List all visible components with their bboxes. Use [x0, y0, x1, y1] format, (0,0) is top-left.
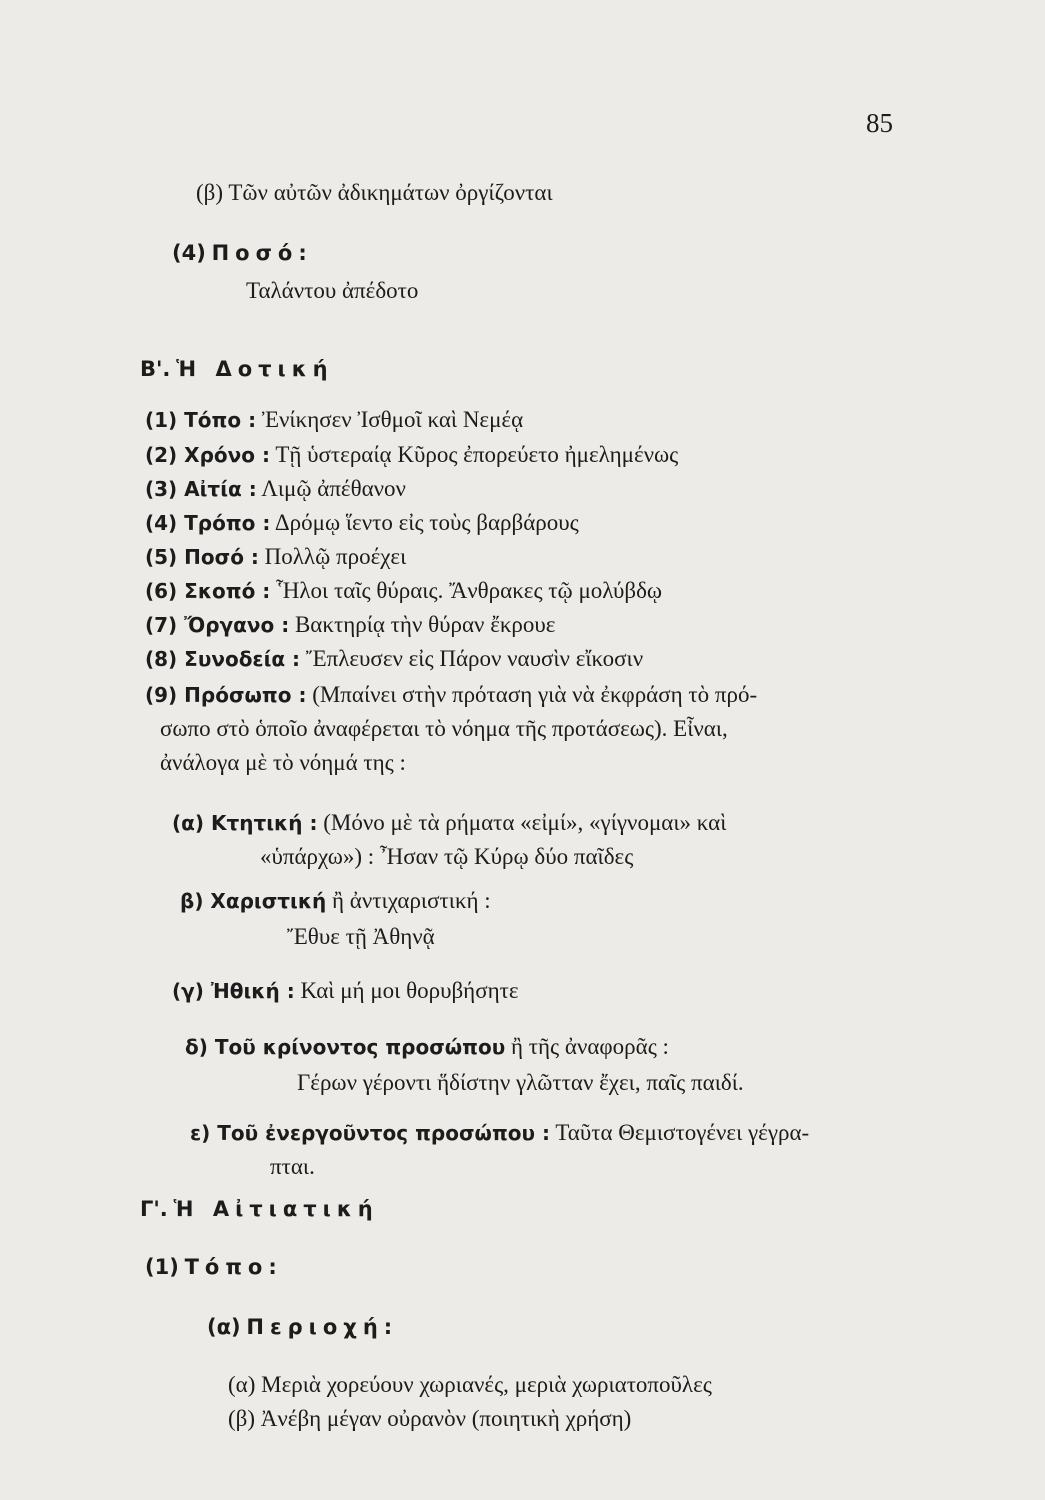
example-line: Ταλάντου ἀπέδοτο — [246, 278, 419, 303]
list-item — [145, 474, 406, 504]
item-label: (γ) Ἠθική : — [172, 979, 295, 1003]
item-label: β) Χαριστική — [180, 889, 327, 913]
text-line: ἀνάλογα μὲ τὸ νόημά της : — [160, 750, 406, 775]
text-line: Γέρων γέροντι ἥδίστην γλῶτταν ἔχει, παῖς παιδί. — [297, 1070, 744, 1095]
item-title: Τόπο: — [184, 1255, 283, 1279]
item-label: (9) Πρόσωπο : — [145, 683, 307, 707]
list-item — [145, 576, 662, 606]
item-text: ἢ τῆς ἀναφορᾶς : — [510, 1034, 669, 1059]
item-label: (7) Ὄργανο : — [145, 613, 290, 637]
item-label: δ) Τοῦ κρίνοντος προσώπου — [185, 1035, 506, 1059]
section-heading-dative — [140, 354, 334, 384]
item-label: (5) Ποσό : — [145, 545, 259, 569]
item-text: Λιμῷ ἀπέθανον — [261, 476, 406, 501]
item-text: Ἐνίκησεν Ἰσθμοῖ καὶ Νεμέᾳ — [261, 407, 524, 432]
list-item — [145, 644, 643, 674]
sub-heading — [207, 1312, 398, 1342]
sub-item — [185, 1032, 669, 1062]
item-label: (2) Χρόνο : — [145, 443, 270, 467]
list-item — [145, 440, 678, 470]
list-item — [145, 610, 555, 640]
item-text: Πολλῷ προέχει — [264, 544, 407, 569]
heading-number: (4) — [172, 241, 206, 265]
item-label: ε) Τοῦ ἐνεργοῦντος προσώπου : — [190, 1121, 550, 1145]
item-text: Καὶ μή μοι θορυβήσητε — [300, 978, 519, 1003]
item-label: (6) Σκοπό : — [145, 579, 271, 603]
item-text: (Μόνο μὲ τὰ ρήματα «εἰμί», «γίγνομαι» καὶ — [323, 810, 727, 835]
sub-heading — [145, 1252, 283, 1282]
sub-item — [180, 886, 491, 916]
item-title: Περιοχή: — [246, 1315, 399, 1339]
list-item — [145, 680, 757, 710]
section-number: Γ'. — [140, 1197, 168, 1221]
heading-text: Ποσό: — [211, 241, 313, 265]
sub-item — [172, 976, 519, 1006]
list-item — [145, 405, 523, 435]
sub-item — [172, 808, 726, 838]
item-label: (8) Συνοδεία : — [145, 647, 301, 671]
heading-poso — [172, 238, 313, 268]
item-text: Δρόμῳ ἵεντο εἰς τοὺς βαρβάρους — [274, 510, 579, 535]
item-label: (α) — [207, 1315, 241, 1339]
text-line: σωπο στὸ ὁποῖο ἀναφέρεται τὸ νόημα τῆς προτάσεως). Εἶναι, — [160, 716, 728, 741]
item-text: ἢ ἀντιχαριστική : — [332, 888, 491, 913]
example-line: (β) Ἀνέβη μέγαν οὐρανὸν (ποιητικὴ χρήση) — [228, 1406, 632, 1431]
item-text: Ἔπλευσεν εἰς Πάρον ναυσὶν εἴκοσιν — [305, 646, 644, 671]
item-text: Ἧλοι ταῖς θύραις. Ἄνθρακες τῷ μολύβδῳ — [276, 578, 663, 603]
text-line: Ἔθυε τῇ Ἀθηνᾷ — [287, 924, 435, 949]
sub-item — [190, 1118, 809, 1148]
text-line: (β) Τῶν αὐτῶν ἀδικημάτων ὀργίζονται — [196, 180, 553, 205]
item-label: (1) — [145, 1255, 179, 1279]
item-label: (3) Αἰτία : — [145, 477, 257, 501]
list-item — [145, 508, 579, 538]
item-label: (1) Τόπο : — [145, 408, 257, 432]
page-number: 85 — [866, 108, 893, 138]
section-title: Ἡ Δοτική — [176, 357, 334, 381]
item-label: (α) Κτητική : — [172, 811, 318, 835]
item-text: Τῇ ὑστεραίᾳ Κῦρος ἐπορεύετο ἠμελημένως — [275, 442, 679, 467]
list-item — [145, 542, 406, 572]
example-line: (α) Μεριὰ χορεύουν χωριανές, μεριὰ χωριατοποῦλες — [228, 1372, 712, 1397]
section-number: Β'. — [140, 357, 171, 381]
text-line: πται. — [270, 1154, 315, 1179]
section-heading-accusative — [140, 1194, 379, 1224]
item-text: Ταῦτα Θεμιστογένει γέγρα- — [555, 1120, 810, 1145]
text-line: «ὑπάρχω») : Ἦσαν τῷ Κύρῳ δύο παῖδες — [260, 844, 634, 869]
item-text: Βακτηρίᾳ τὴν θύραν ἔκρουε — [294, 612, 556, 637]
item-text: (Μπαίνει στὴν πρόταση γιὰ νὰ ἐκφράση τὸ πρό- — [312, 682, 758, 707]
item-label: (4) Τρόπο : — [145, 511, 271, 535]
section-title: Ἡ Αἰτιατική — [173, 1197, 379, 1221]
